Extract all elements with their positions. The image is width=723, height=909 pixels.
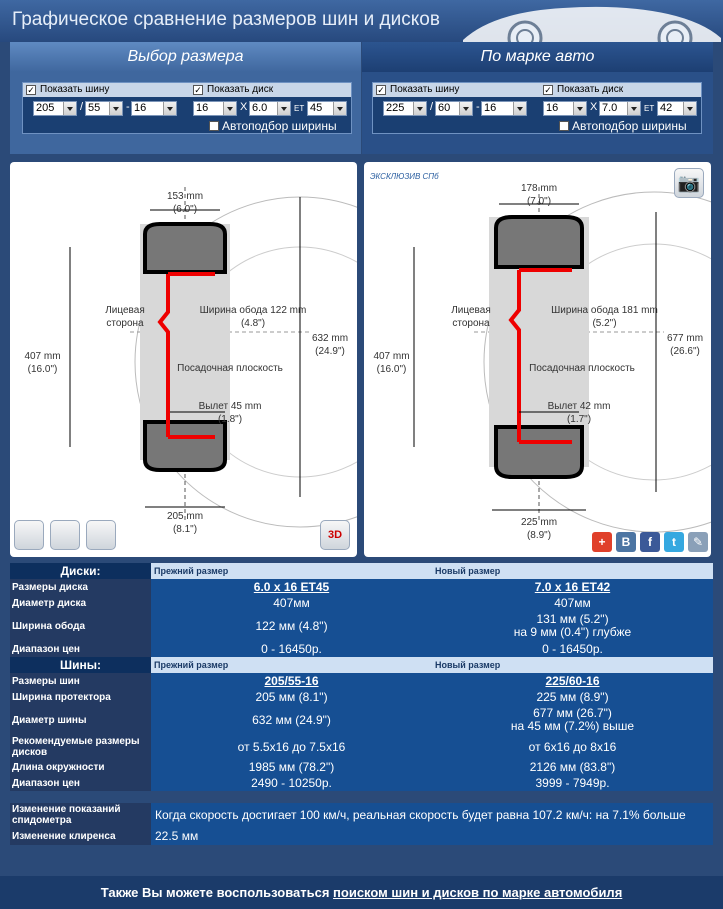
show-tire-checkbox[interactable]: ✓ [377,85,385,95]
table-row: Размеры шин 205/55-16 225/60-16 [10,673,713,689]
livejournal-icon[interactable]: ✎ [688,532,708,552]
search-by-car-link[interactable]: поиском шин и дисков по марке автомобиля [333,885,623,900]
show-disk-label: Показать диск [557,84,624,95]
tire-profile-select[interactable]: 55 [85,101,123,116]
disk-diameter-select[interactable]: 16 [193,101,237,116]
tire-half-icon[interactable] [86,520,116,550]
table-row: Диаметр диска 407мм 407мм [10,595,713,611]
footer: Также Вы можете воспользоваться поиском шин и дисков по марке автомобиля [0,876,723,909]
car-silhouette [453,0,723,42]
tire-radius-select[interactable]: 16 [131,101,177,116]
disk-et-select[interactable]: 42 [657,101,697,116]
show-disk-label: Показать диск [207,84,274,95]
table-row: Диапазон цен 0 - 16450р. 0 - 16450р. [10,641,713,657]
table-row: Длина окружности 1985 мм (78.2") 2126 мм (83.8") [10,759,713,775]
show-tire-checkbox[interactable]: ✓ [27,85,35,95]
selector-old-panel [10,72,361,154]
table-row: Ширина обода 122 мм (4.8") 131 мм (5.2") на 9 мм (0.4") глубже [10,611,713,641]
camera-icon[interactable]: 📷 [674,168,704,198]
disk-width-select[interactable]: 6.0 [249,101,291,116]
brand-logo: ЭКСКЛЮЗИВ СПб [370,172,439,181]
clearance-row: Изменение клиренса 22.5 мм [10,827,713,845]
autofit-checkbox[interactable]: Автоподбор ширины [209,119,337,133]
table-row: Диапазон цен 2490 - 10250р. 3999 - 7949р. [10,775,713,791]
disk-size-link-old[interactable]: 6.0 x 16 ET45 [253,579,330,594]
tire-radius-select[interactable]: 16 [481,101,527,116]
tire-diagram-old: 153 mm (6.0") Лицевая сторона Ширина обода 122 mm (4.8") 407 mm (16.0") 632 mm (24.9") Посадочная плоскость Вылет 45 mm (1.8") 205 mm (8.1") 3D [10,162,357,557]
3d-icon[interactable]: 3D [320,520,350,550]
show-disk-checkbox[interactable]: ✓ [544,85,552,95]
selector-new: ✓ Показать шину ✓ Показать диск 225 / 60 - 16 16 X 7.0 ET 42 Автоподбор ширины [372,82,702,134]
tire-diagram-new: ЭКСКЛЮЗИВ СПб 📷 178 mm (7.0") Лицевая сторона Ширина обода 181 mm (5.2") 407 mm (16.0") 677 mm (26.6") Посадочная плоскость Вылет 42 mm (1.7") 225 mm (8.9") + B f t ✎ [364,162,711,557]
show-tire-label: Показать шину [390,84,460,95]
autofit-checkbox[interactable]: Автоподбор ширины [559,119,687,133]
disk-width-select[interactable]: 7.0 [599,101,641,116]
vk-icon[interactable]: B [616,532,636,552]
facebook-icon[interactable]: f [640,532,660,552]
disk-size-link-new[interactable]: 7.0 x 16 ET42 [534,579,611,594]
tab-by-car[interactable]: По марке авто [362,42,713,72]
table-row: Рекомендуемые размеры дисков от 5.5x16 до 7.5x16 от 6x16 до 8x16 [10,735,713,759]
page-title: Графическое сравнение размеров шин и дисков [12,9,440,30]
table-row: Размеры диска 6.0 x 16 ET45 7.0 x 16 ET42 [10,579,713,595]
selector-new-panel [362,72,713,154]
disk-diameter-select[interactable]: 16 [543,101,587,116]
tire-size-link-old[interactable]: 205/55-16 [264,673,319,688]
speedometer-row: Изменение показаний спидометра Когда скорость достигает 100 км/ч, реальная скорость будет равна 107.2 км/ч: на 7.1% больше [10,803,713,827]
show-disk-checkbox[interactable]: ✓ [194,85,202,95]
tire-section-icon[interactable] [50,520,80,550]
selector-old: ✓ Показать шину ✓ Показать диск 205 / 55 - 16 16 X 6.0 ET 45 Автоподбор ширины [22,82,352,134]
show-tire-label: Показать шину [40,84,110,95]
share-plus-icon[interactable]: + [592,532,612,552]
table-row: Диаметр шины 632 мм (24.9") 677 мм (26.7") на 45 мм (7.2%) выше [10,705,713,735]
tire-width-select[interactable]: 205 [33,101,77,116]
tire-width-select[interactable]: 225 [383,101,427,116]
tire-size-link-new[interactable]: 225/60-16 [545,673,600,688]
disk-et-select[interactable]: 45 [307,101,347,116]
tabs [10,42,713,72]
twitter-icon[interactable]: t [664,532,684,552]
tab-size-select[interactable]: Выбор размера [10,42,361,72]
tire-side-icon[interactable] [14,520,44,550]
tire-profile-select[interactable]: 60 [435,101,473,116]
disks-header: Диски: Прежний размер Новый размер [10,563,713,579]
page-header [0,0,723,42]
table-row: Ширина протектора 205 мм (8.1") 225 мм (8.9") [10,689,713,705]
tires-header: Шины: Прежний размер Новый размер [10,657,713,673]
